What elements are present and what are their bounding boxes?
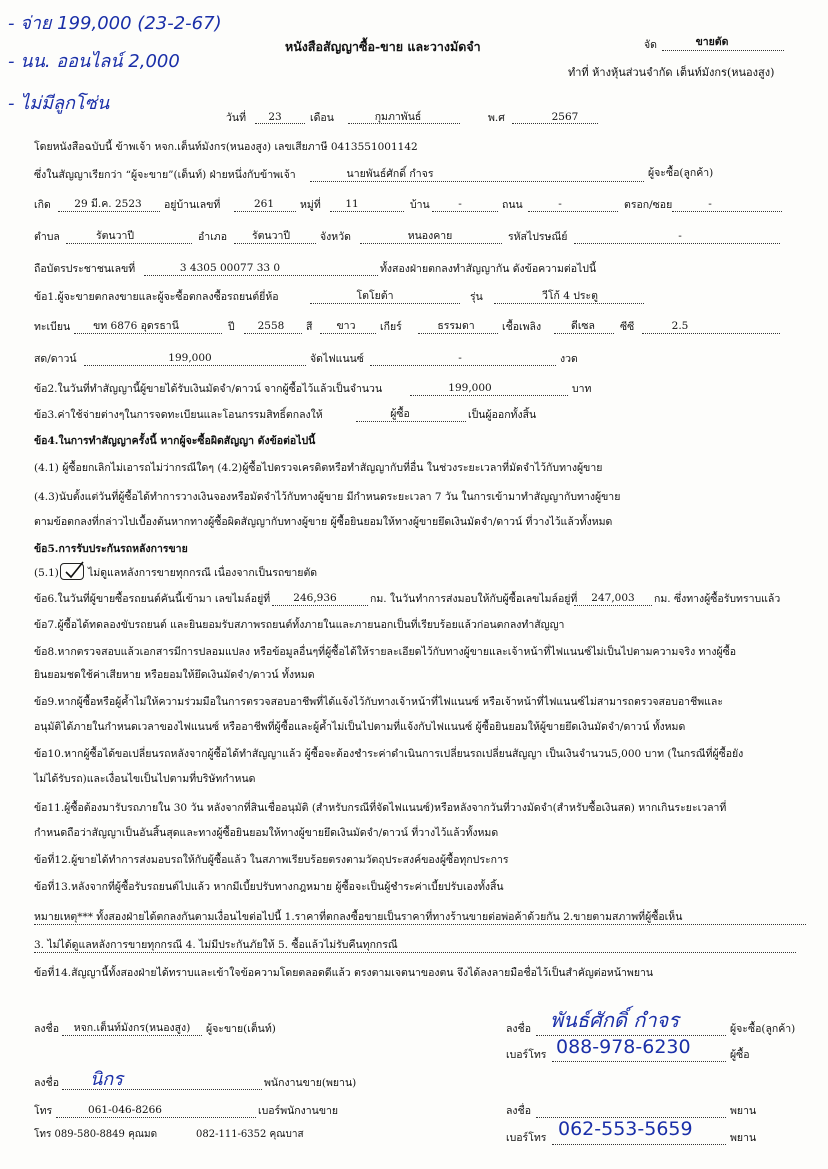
witness-phone-label: เบอร์โทร xyxy=(506,1132,547,1144)
clause13: ข้อที่13.หลังจากที่ผู้ซื้อรับรถยนต์ไปแล้ว หากมีเบี้ยปรับทางกฎหมาย ผู้ซื้อจะเป็นผู้ชำระค่าเบี้ยปรับเองทั้งสิ้น xyxy=(34,881,504,893)
buyer-phone-label: เบอร์โทร xyxy=(506,1049,547,1061)
handwritten-note-extra: - ไม่มีลูกโซ่น xyxy=(8,93,110,114)
clause12: ข้อที่12.ผู้ขายได้ทำการส่งมอบรถให้กับผู้ซื้อแล้ว ในสภาพเรียบร้อยตรงตามวัตถุประสงค์ของผู้ซื้อทุกประการ xyxy=(34,854,509,866)
dotline xyxy=(672,211,782,212)
dotline xyxy=(356,421,466,422)
dotline xyxy=(62,1035,202,1036)
dotline xyxy=(272,605,368,606)
house-no: 261 xyxy=(253,198,275,210)
remark-line-a: หมายเหตุ*** ทั้งสองฝ่ายได้ตกลงกันตามเงื่อนไขต่อไปนี้ 1.ราคาที่ตกลงซื้อขายเป็นราคาที่ทางร้านขายต่อพ่อค้าด้วยกัน 2.ขายตามสภาพที่ผู้ซื้อเห็น xyxy=(34,911,683,923)
staff-role: พนักงานขาย(พยาน) xyxy=(264,1077,357,1089)
type-dotline xyxy=(662,50,784,51)
handwritten-note-online: - นน. ออนไลน์ 2,000 xyxy=(8,51,180,72)
car-reg: ขท 6876 อุดรธานี xyxy=(93,320,179,332)
province-label: จังหวัด xyxy=(320,231,351,243)
clause3-text: ข้อ3.ค่าใช้จ่ายต่างๆในการจดทะเบียนและโอนกรรมสิทธิ์ตกลงให้ xyxy=(34,409,323,421)
date-month-label: เดือน xyxy=(310,112,334,124)
contact-mod: โทร 089-580-8849 คุณมด xyxy=(34,1129,158,1140)
road-label: ถนน xyxy=(502,199,523,211)
mileage-out: 247,003 xyxy=(591,592,635,604)
postcode: - xyxy=(678,230,682,242)
buyer-name: นายพันธ์ศักดิ์ กำจร xyxy=(346,168,434,180)
idcard-label: ถือบัตรประชาชนเลขที่ xyxy=(34,263,136,275)
clause14: ข้อที่14.สัญญานี้ทั้งสองฝ่ายได้ทราบและเข้าใจข้อความโดยตลอดดีแล้ว ตรงตามเจตนาของตน จึงได้ลงลายมือชื่อไว้เป็นสำคัญต่อหน้าพยาน xyxy=(34,967,654,979)
postcode-label: รหัสไปรษณีย์ xyxy=(508,231,568,243)
seller-sign-label: ลงชื่อ xyxy=(34,1023,59,1035)
village-label: บ้าน xyxy=(410,199,430,211)
moo: 11 xyxy=(345,198,359,210)
deposit-amount: 199,000 xyxy=(448,382,492,394)
birth-label: เกิด xyxy=(34,199,51,211)
buyer-phone-role: ผู้ซื้อ xyxy=(730,1049,750,1061)
seller-role: ผู้จะขาย(เต็นท์) xyxy=(206,1023,276,1035)
contract-title: หนังสือสัญญาซื้อ-ขาย และวางมัดจำ xyxy=(285,39,481,54)
fee-payer: ผู้ซื้อ xyxy=(390,408,410,420)
dotline xyxy=(410,395,568,396)
clause11-a: ข้อ11.ผู้ซื้อต้องมารับรถภายใน 30 วัน หลังจากที่สินเชื่ออนุมัติ (สำหรับกรณีที่จัดไฟแนนซ์)หรือหลังจากวันที่วางมัดจำ(สำหรับซื้อเงินสด) หากเกินระยะเวลาที่ xyxy=(34,802,727,814)
buyer-sign-role: ผู้จะซื้อ(ลูกค้า) xyxy=(730,1023,796,1035)
date-year: 2567 xyxy=(551,111,579,123)
date-month: กุมภาพันธ์ xyxy=(374,111,422,123)
buyer-phone: 088-978-6230 xyxy=(556,1036,691,1058)
buyer-sign-label: ลงชื่อ xyxy=(506,1023,531,1035)
dotline xyxy=(574,243,780,244)
handwritten-note-payment: - จ่าย 199,000 (23-2-67) xyxy=(8,13,222,34)
check-mark-icon xyxy=(63,560,85,580)
dotline xyxy=(370,365,556,366)
dotline xyxy=(310,181,644,182)
birth-date: 29 มี.ค. 2523 xyxy=(74,198,142,210)
dotline xyxy=(74,333,222,334)
no-warranty-checkbox[interactable] xyxy=(60,563,84,580)
witness-phone-role: พยาน xyxy=(730,1132,757,1144)
clause4-1: (4.1) ผู้ซื้อยกเลิกไม่เอารถไม่ว่ากรณีใดๆ (4.2)ผู้ซื้อไปตรวจเครดิตหรือทำสัญญากับที่อื่น ในช่วงระยะเวลาที่มัดจำไว้กับทางผู้ขาย xyxy=(34,462,603,474)
fuel-label: เชื้อเพลิง xyxy=(502,321,542,333)
province: หนองคาย xyxy=(407,230,453,242)
dotline xyxy=(234,211,296,212)
dotline xyxy=(432,211,498,212)
car-color: ขาว xyxy=(336,320,356,332)
clause2-text: ข้อ2.ในวันที่ทำสัญญานี้ผู้ขายได้รับเงินมัดจำ/ดาวน์ จากผู้ซื้อไว้แล้วเป็นจำนวน xyxy=(34,383,383,395)
dotline xyxy=(310,303,460,304)
clause5-1-number: (5.1) xyxy=(34,567,59,579)
dotline xyxy=(34,924,806,925)
clause2-unit: บาท xyxy=(572,383,592,395)
dotline xyxy=(330,211,404,212)
idcard-number: 3 4305 00077 33 0 xyxy=(179,262,281,274)
tambon-label: ตำบล xyxy=(34,231,60,243)
clause6-c: กม. ซึ่งทางผู้ซื้อรับทราบแล้ว xyxy=(654,593,781,605)
clause7: ข้อ7.ผู้ซื้อได้ทดลองขับรถยนต์ และยินยอมรับสภาพรถยนต์ทั้งภายในและภายนอกเป็นที่เรียบร้อยแล้วก่อนตกลงทำสัญญา xyxy=(34,619,565,631)
witness-sign-label: ลงชื่อ xyxy=(506,1105,531,1117)
color-label: สี xyxy=(306,321,313,333)
installment-label: งวด xyxy=(560,353,578,365)
remark-line-b: 3. ไม่ได้ดูแลหลังการขายทุกกรณี 4. ไม่มีประกันภัยให้ 5. ซื้อแล้วไม่รับคืนทุกกรณี xyxy=(34,939,398,951)
clause9-a: ข้อ9.หากผู้ซื้อหรือผู้ค้ำไม่ให้ความร่วมมือในการตรวจสอบอาชีพที่ได้แจ้งไว้กับทางเจ้าหน้าที่ไฟแนนซ์ หรือเจ้าหน้าที่ไฟแนนซ์ไม่สามารถตรวจสอบอาชีพและ xyxy=(34,696,723,708)
car-year: 2558 xyxy=(257,320,285,332)
village: - xyxy=(458,198,462,210)
house-label: อยู่บ้านเลขที่ xyxy=(164,199,221,211)
buyer-role-label: ผู้จะซื้อ(ลูกค้า) xyxy=(648,167,714,179)
clause4-3a: (4.3)นับตั้งแต่วันที่ผู้ซื้อได้ทำการวางเงินจองหรือมัดจำไว้กับทางผู้ขาย มีกำหนดระยะเวลา 7 วัน ในการเข้ามาทำสัญญากับทางผู้ขาย xyxy=(34,491,621,503)
dotline xyxy=(56,1117,256,1118)
soi: - xyxy=(708,198,712,210)
cc-label: ซีซี xyxy=(620,321,635,333)
amphoe-label: อำเภอ xyxy=(198,231,228,243)
buyer-signature: พันธ์ศักดิ์ กำจร xyxy=(550,1008,680,1032)
type-label: จัด xyxy=(644,39,657,51)
car-gear: ธรรมดา xyxy=(437,320,475,332)
dotline xyxy=(494,303,644,304)
tambon: รัตนวาปี xyxy=(95,230,135,242)
staff-sign-label: ลงชื่อ xyxy=(34,1077,59,1089)
car-year-label: ปี xyxy=(228,321,235,333)
staff-tel-value: 061-046-8266 xyxy=(88,1104,162,1116)
clause3-tail: เป็นผู้ออกทั้งสิ้น xyxy=(468,409,537,421)
dotline xyxy=(552,1061,726,1062)
clause1-text: ข้อ1.ผู้จะขายตกลงขายและผู้จะซื้อตกลงซื้อรถยนต์ยี่ห้อ xyxy=(34,291,279,303)
dotline xyxy=(554,333,614,334)
dotline xyxy=(360,243,502,244)
dotline xyxy=(58,211,160,212)
dotline xyxy=(84,365,306,366)
road: - xyxy=(558,198,562,210)
witness-role: พยาน xyxy=(730,1105,757,1117)
clause5-heading: ข้อ5.การรับประกันรถหลังการขาย xyxy=(34,543,188,555)
dotline xyxy=(418,333,498,334)
finance-label: จัดไฟแนนซ์ xyxy=(310,353,364,365)
gear-label: เกียร์ xyxy=(380,321,402,333)
dotline xyxy=(244,333,302,334)
clause4-heading: ข้อ4.ในการทำสัญญาครั้งนี้ หากผู้จะซื้อผิดสัญญา ดังข้อต่อไปนี้ xyxy=(34,435,316,447)
soi-label: ตรอก/ซอย xyxy=(624,199,673,211)
mileage-in: 246,936 xyxy=(293,592,337,604)
type-value: ขายตัด xyxy=(695,36,729,48)
car-fuel: ดีเซล xyxy=(571,320,595,332)
clause8-a: ข้อ8.หากตรวจสอบแล้วเอกสารมีการปลอมแปลง หรือข้อมูลอื่นๆที่ผู้ซื้อได้ให้รายละเอียดไว้กับทางผู้ขายและเจ้าหน้าที่ไฟแนนซ์ไม่เป็นไปตามความจริง ทางผู้ซื้อ xyxy=(34,646,737,658)
dotline xyxy=(234,243,316,244)
staff-tel-role: เบอร์พนักงานขาย xyxy=(258,1105,339,1117)
moo-label: หมู่ที่ xyxy=(300,199,321,211)
clause10-b: ไม่ได้รับรถ)และเงื่อนไขเป็นไปตามที่บริษัทกำหนด xyxy=(34,773,256,785)
date-day: 23 xyxy=(268,111,282,123)
finance-value: - xyxy=(458,352,462,364)
amphoe: รัตนวาปี xyxy=(251,230,291,242)
dotline xyxy=(528,211,618,212)
cash-value: 199,000 xyxy=(168,352,212,364)
dotline xyxy=(574,605,652,606)
date-year-label: พ.ศ xyxy=(488,112,505,124)
intro-line: โดยหนังสือฉบับนี้ ข้าพเจ้า หจก.เต็นท์มังกร(หนองสูง) เลขเสียภาษี 0413551001142 xyxy=(34,141,418,153)
dotline xyxy=(144,275,378,276)
car-model: วีโก้ 4 ประตู xyxy=(541,290,598,302)
reg-label: ทะเบียน xyxy=(34,321,71,333)
dotline xyxy=(66,243,192,244)
dotline xyxy=(320,333,376,334)
witness-phone: 062-553-5659 xyxy=(558,1118,693,1140)
clause6-a: ข้อ6.ในวันที่ผู้ขายซื้อรถยนต์คันนี้เข้ามา เลขไมล์อยู่ที่ xyxy=(34,593,271,605)
dotline xyxy=(552,1144,726,1145)
seller-line: ซึ่งในสัญญาเรียกว่า “ผู้จะขาย”(เต็นท์) ฝ่ายหนึ่งกับข้าพเจ้า xyxy=(34,169,296,181)
clause4-3b: ตามข้อตกลงที่กล่าวไปเบื้องต้นหากทางผู้ซื้อผิดสัญญากับทางผู้ขาย ผู้ซื้อยินยอมให้ทางผู้ขายยึดเงินมัดจำ/ดาวน์ ที่วางไว้แล้วทั้งหมด xyxy=(34,516,613,528)
dotline xyxy=(642,333,780,334)
seller-name: หจก.เต็นท์มังกร(หนองสูง) xyxy=(73,1022,191,1034)
clause9-b: อนุมัติได้ภายในกำหนดเวลาของไฟแนนซ์ หรืออาชีพที่ผู้ซื้อและผู้ค้ำไม่เป็นไปตามที่แจ้งกับไฟแนนซ์ ผู้ซื้อยินยอมให้ผู้ขายยึดเงินมัดจำ/ดาวน์ ทั้งหมด xyxy=(34,721,686,733)
clause5-1-text: ไม่ดูแลหลังการขายทุกกรณี เนื่องจากเป็นรถขายตัด xyxy=(88,567,318,579)
model-label: รุ่น xyxy=(470,291,483,303)
car-cc: 2.5 xyxy=(671,320,689,332)
cash-label: สด/ดาวน์ xyxy=(34,353,77,365)
dotline xyxy=(34,952,796,953)
idcard-tail: ทั้งสองฝ่ายตกลงทำสัญญากัน ดังข้อความต่อไปนี้ xyxy=(380,263,597,275)
staff-signature: นิกร xyxy=(90,1069,123,1090)
contract-place: ทำที่ ห้างหุ้นส่วนจำกัด เต็นท์มังกร(หนองสูง) xyxy=(568,66,775,79)
staff-tel-label: โทร xyxy=(34,1105,53,1117)
clause10-a: ข้อ10.หากผู้ซื้อได้ขอเปลี่ยนรถหลังจากผู้ซื้อได้ทำสัญญาแล้ว ผู้ซื้อจะต้องชำระค่าดำเนินการเปลี่ยนรถเปลี่ยนสัญญา เป็นเงินจำนวน5,000 บาท (ในกรณีที่ผู้ซื้อยัง xyxy=(34,748,744,760)
date-day-label: วันที่ xyxy=(226,112,246,124)
clause6-b: กม. ในวันทำการส่งมอบให้กับผู้ซื้อเลขไมล์อยู่ที่ xyxy=(370,593,578,605)
clause11-b: กำหนดถือว่าสัญญาเป็นอันสิ้นสุดและทางผู้ซื้อยินยอมให้ทางผู้ขายยึดเงินมัดจำ/ดาวน์ ที่วางไว้แล้วทั้งหมด xyxy=(34,827,499,839)
contact-bas: 082-111-6352 คุณบาส xyxy=(196,1129,304,1140)
car-brand: โตโยต้า xyxy=(356,290,394,302)
clause8-b: ยินยอมชดใช้ค่าเสียหาย หรือยอมให้ยึดเงินมัดจำ/ดาวน์ ทั้งหมด xyxy=(34,669,315,681)
